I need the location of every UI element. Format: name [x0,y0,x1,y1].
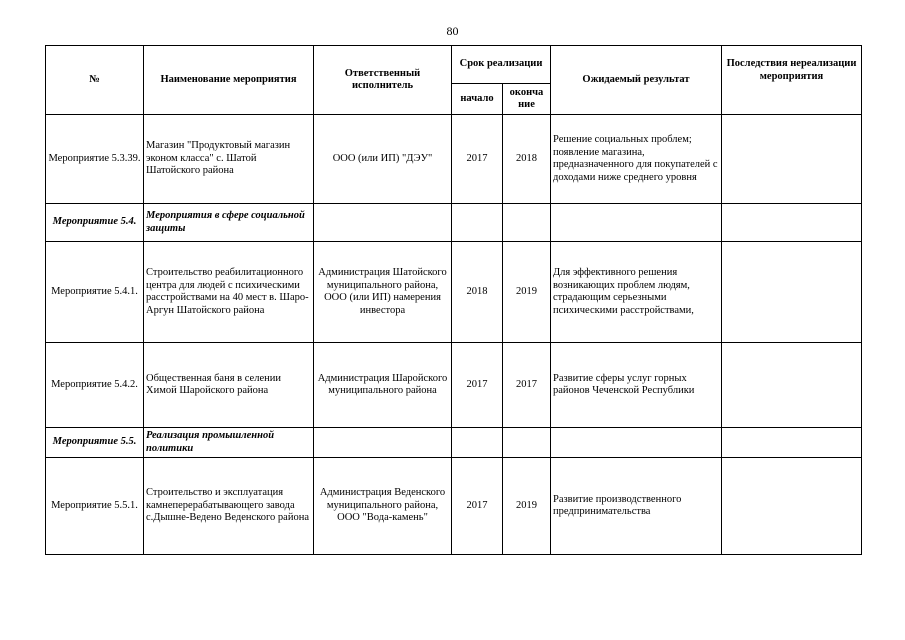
row-executor: Администрация Веденского муниципального района, ООО "Вода-камень" [314,458,452,555]
row-num: Мероприятие 5.5.1. [46,458,144,555]
empty-cell [314,204,452,242]
header-num: № [46,46,144,115]
row-executor: Администрация Шаройского муниципального района [314,343,452,428]
row-num: Мероприятие 5.4.1. [46,242,144,343]
row-start: 2018 [452,242,503,343]
row-name: Строительство реабилитационного центра для людей с психическими расстройствами на 40 мест в. Шаро-Аргун Шатойского района [144,242,314,343]
row-name: Магазин "Продуктовый магазин эконом класса" с. Шатой Шатойского района [144,115,314,204]
table-row [46,458,862,555]
row-name: Строительство и эксплуатация камнеперерабатывающего завода с.Дышне-Ведено Веденского района [144,458,314,555]
section-title: Мероприятия в сфере социальной защиты [144,204,314,242]
header-result: Ожидаемый результат [551,46,722,115]
row-end: 2019 [503,458,551,555]
row-num: Мероприятие 5.3.39. [46,115,144,204]
measures-table [45,45,862,555]
row-consequences [722,458,862,555]
row-result: Развитие производственного предпринимательства [551,458,722,555]
empty-cell [452,204,503,242]
row-consequences [722,242,862,343]
header-end: оконча ние [503,84,551,115]
header-start: начало [452,84,503,115]
row-consequences [722,115,862,204]
empty-cell [314,428,452,458]
section-num: Мероприятие 5.5. [46,428,144,458]
row-executor: ООО (или ИП) "ДЭУ" [314,115,452,204]
row-start: 2017 [452,458,503,555]
row-num: Мероприятие 5.4.2. [46,343,144,428]
page-number: 80 [446,24,459,38]
section-num: Мероприятие 5.4. [46,204,144,242]
header-consequences: Последствия нереализации мероприятия [722,46,862,115]
section-title: Реализация промышленной политики [144,428,314,458]
row-end: 2019 [503,242,551,343]
row-name: Общественная баня в селении Химой Шаройского района [144,343,314,428]
row-consequences [722,343,862,428]
empty-cell [551,428,722,458]
table-row [46,343,862,428]
empty-cell [452,428,503,458]
table-row [46,115,862,204]
header-name: Наименование мероприятия [144,46,314,115]
table-row [46,242,862,343]
header-executor: Ответственный исполнитель [314,46,452,115]
row-result: Развитие сферы услуг горных районов Чеченской Республики [551,343,722,428]
empty-cell [551,204,722,242]
empty-cell [503,428,551,458]
empty-cell [722,428,862,458]
row-result: Для эффективного решения возникающих проблем людям, страдающим серьезными психическими расстройствами, [551,242,722,343]
header-term: Срок реализации [452,46,551,84]
empty-cell [722,204,862,242]
empty-cell [503,204,551,242]
section-row [46,428,862,458]
row-result: Решение социальных проблем; появление магазина, предназначенного для покупателей с доходами ниже среднего уровня [551,115,722,204]
row-start: 2017 [452,115,503,204]
section-row [46,204,862,242]
row-start: 2017 [452,343,503,428]
row-end: 2018 [503,115,551,204]
row-executor: Администрация Шатойского муниципального района, ООО (или ИП) намерения инвестора [314,242,452,343]
row-end: 2017 [503,343,551,428]
